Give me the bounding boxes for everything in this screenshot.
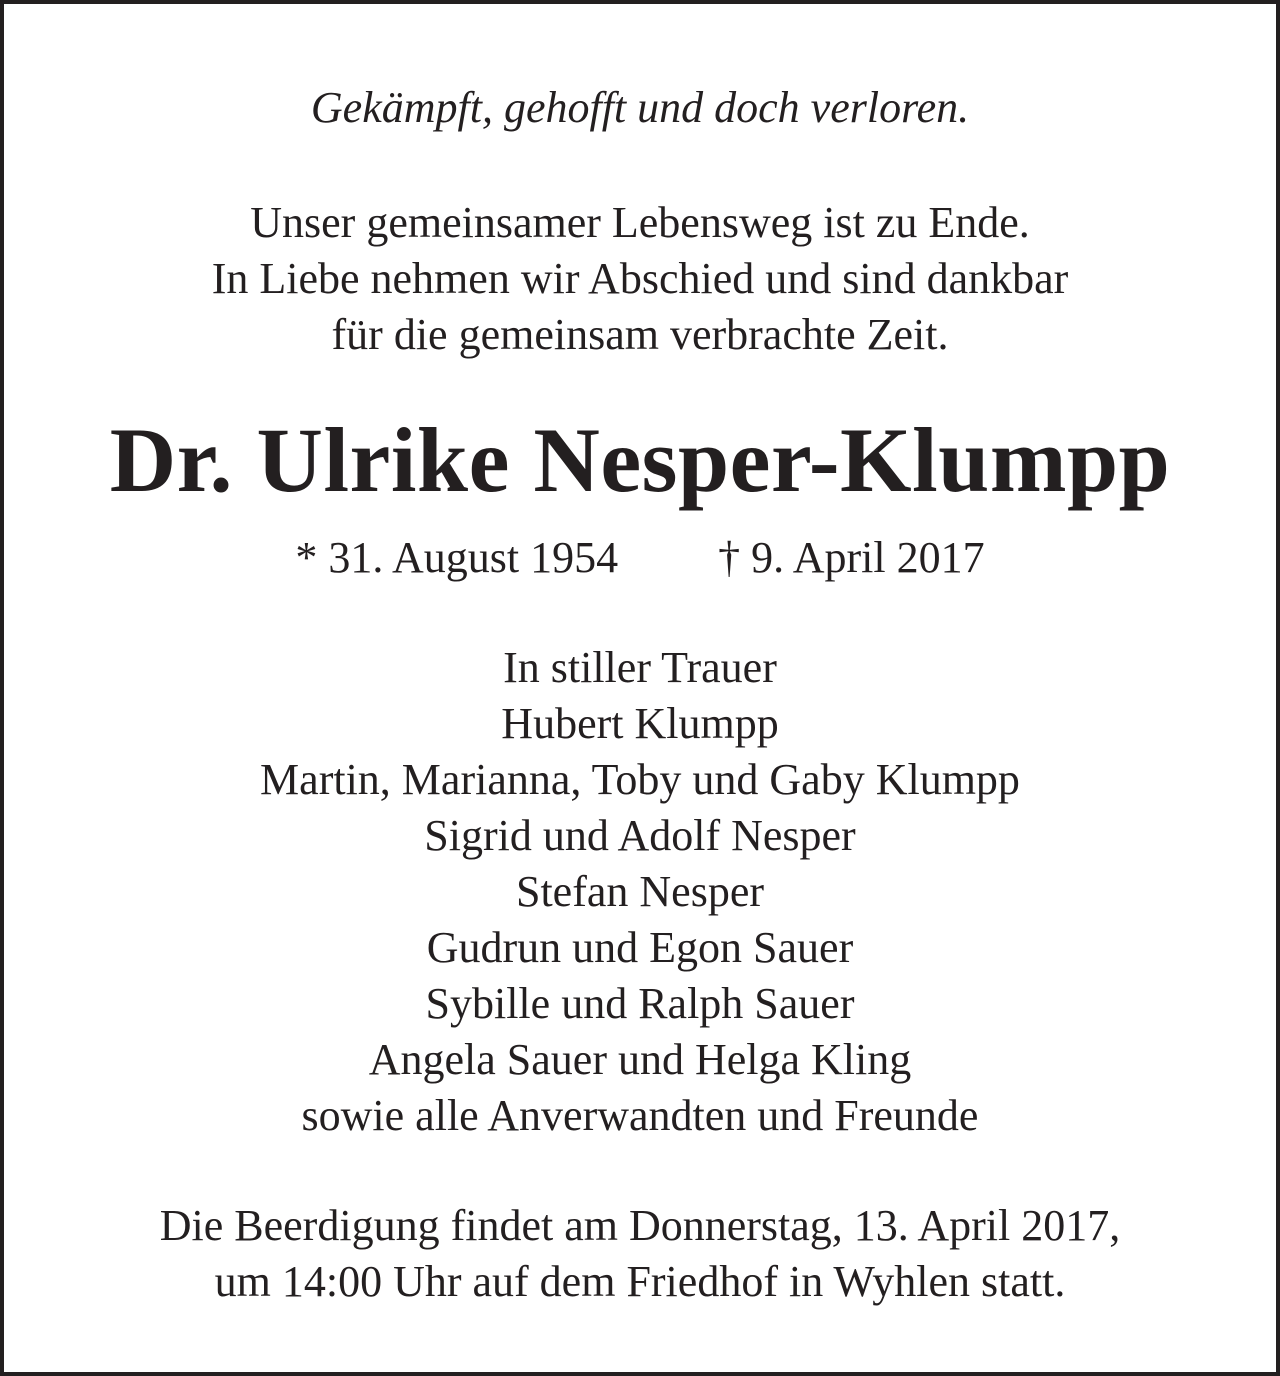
funeral-info-line: Die Beerdigung findet am Donnerstag, 13. April 2017, bbox=[159, 1201, 1121, 1250]
mourner-line: In stiller Trauer bbox=[503, 643, 777, 692]
mourner-line: Gudrun und Egon Sauer bbox=[426, 923, 854, 972]
mourner-line: Angela Sauer und Helga Kling bbox=[368, 1035, 912, 1084]
death-date: † 9. April 2017 bbox=[718, 533, 985, 582]
mourner-line: Hubert Klumpp bbox=[501, 699, 779, 748]
deceased-name: Dr. Ulrike Nesper-Klumpp bbox=[109, 409, 1171, 511]
intro-line: In Liebe nehmen wir Abschied und sind dankbar bbox=[211, 254, 1069, 303]
mourner-line: sowie alle Anverwandten und Freunde bbox=[301, 1091, 979, 1140]
birth-date: * 31. August 1954 bbox=[295, 533, 619, 582]
motto: Gekämpft, gehofft und doch verloren. bbox=[310, 83, 970, 132]
mourner-line: Stefan Nesper bbox=[515, 867, 764, 916]
intro-line: für die gemeinsam verbrachte Zeit. bbox=[331, 310, 949, 359]
mourner-line: Sybille und Ralph Sauer bbox=[425, 979, 855, 1028]
intro-line: Unser gemeinsamer Lebensweg ist zu Ende. bbox=[250, 198, 1030, 247]
mourner-line: Martin, Marianna, Toby und Gaby Klumpp bbox=[260, 755, 1020, 804]
mourner-line: Sigrid und Adolf Nesper bbox=[424, 811, 856, 860]
life-dates bbox=[4, 533, 1276, 582]
funeral-info-line: um 14:00 Uhr auf dem Friedhof in Wyhlen statt. bbox=[214, 1257, 1066, 1306]
